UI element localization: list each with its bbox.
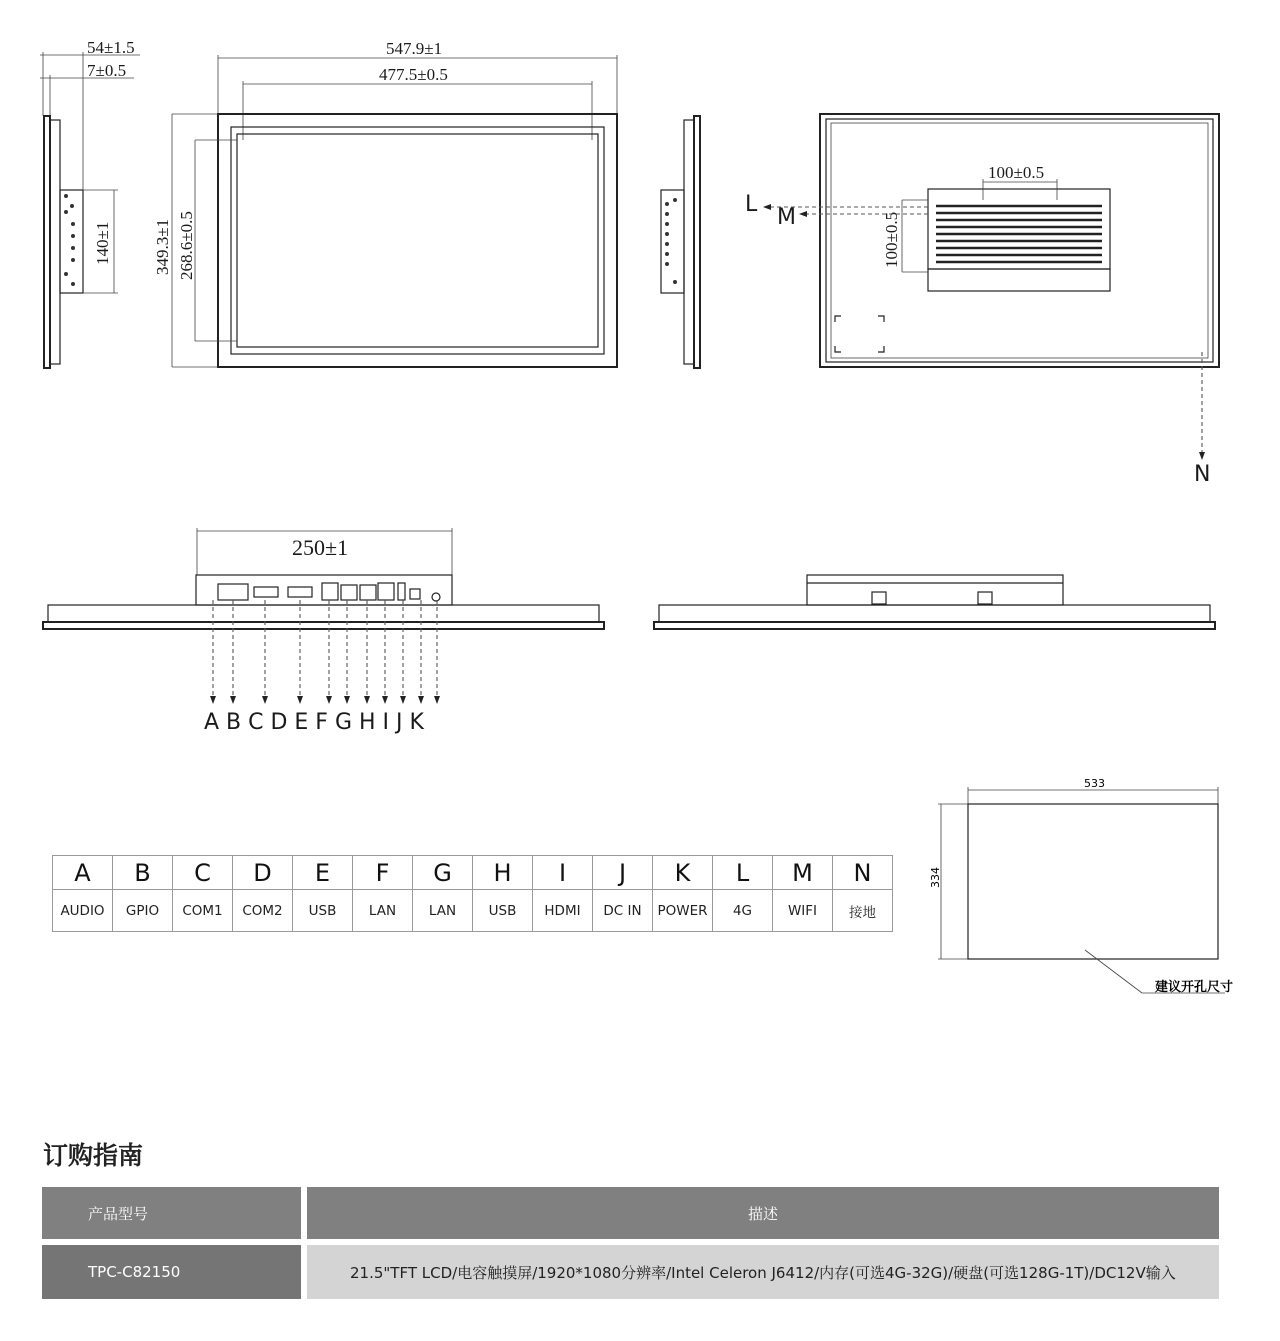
legend-port-name: USB (293, 890, 353, 932)
left-side-view (40, 38, 140, 368)
dim-height-total: 349.3±1 (153, 218, 172, 275)
dim-width-display: 477.5±0.5 (379, 65, 448, 84)
front-view (153, 39, 617, 367)
legend-port-name: COM1 (173, 890, 233, 932)
legend-port-name: WIFI (773, 890, 833, 932)
dim-cutout-width: 533 (1084, 777, 1105, 790)
legend-port-name: DC IN (593, 890, 653, 932)
port-arrow-head (434, 696, 440, 704)
rear-view (745, 114, 1219, 487)
header-description: 描述 (307, 1187, 1219, 1239)
legend-port-name: LAN (353, 890, 413, 932)
legend-letter: A (53, 856, 113, 890)
legend-port-name: 接地 (833, 890, 893, 932)
callout-M: M (777, 205, 796, 230)
dim-vesa-horizontal: 100±0.5 (988, 163, 1045, 182)
legend-port-name: HDMI (533, 890, 593, 932)
port-letters: A B C D E F G H I J K (204, 710, 424, 735)
port-arrow-head (364, 696, 370, 704)
dim-width-total: 547.9±1 (386, 39, 443, 58)
callout-N: N (1194, 462, 1211, 487)
header-model: 产品型号 (42, 1187, 301, 1239)
dim-bracket-height: 140±1 (93, 221, 112, 265)
port-arrow-head (400, 696, 406, 704)
port-arrow-head (230, 696, 236, 704)
dim-depth-bezel: 7±0.5 (87, 61, 127, 80)
legend-port-name: LAN (413, 890, 473, 932)
legend-letter-row (53, 856, 893, 890)
legend-port-name: COM2 (233, 890, 293, 932)
legend-port-name: AUDIO (53, 890, 113, 932)
legend-letter: J (593, 856, 653, 890)
port-legend-table (52, 855, 893, 932)
dim-cutout-height: 334 (929, 867, 942, 888)
port-arrow-head (344, 696, 350, 704)
legend-letter: G (413, 856, 473, 890)
port-arrow-head (262, 696, 268, 704)
legend-letter: L (713, 856, 773, 890)
legend-letter: K (653, 856, 713, 890)
legend-port-name: USB (473, 890, 533, 932)
dim-depth-total: 54±1.5 (87, 38, 135, 57)
legend-port-name: GPIO (113, 890, 173, 932)
port-arrow-head (326, 696, 332, 704)
dim-height-display: 268.6±0.5 (177, 211, 196, 280)
cutout-drawing (929, 777, 1233, 995)
ordering-title: 订购指南 (43, 1141, 144, 1170)
legend-letter: E (293, 856, 353, 890)
dim-box-width: 250±1 (292, 535, 349, 560)
bottom-view (43, 528, 604, 735)
top-view (654, 575, 1215, 629)
legend-letter: H (473, 856, 533, 890)
product-model: TPC-C82150 (42, 1245, 301, 1299)
legend-name-row (53, 890, 893, 932)
right-side-view (661, 116, 700, 368)
legend-letter: M (773, 856, 833, 890)
port-arrow-head (382, 696, 388, 704)
dim-vesa-vertical: 100±0.5 (882, 211, 901, 268)
product-description: 21.5"TFT LCD/电容触摸屏/1920*1080分辨率/Intel Celeron J6412/内存(可选4G-32G)/硬盘(可选128G-1T)/DC12V输入 (307, 1245, 1219, 1299)
legend-letter: B (113, 856, 173, 890)
legend-letter: I (533, 856, 593, 890)
legend-letter: F (353, 856, 413, 890)
legend-port-name: POWER (653, 890, 713, 932)
cutout-note: 建议开孔尺寸 (1155, 980, 1234, 995)
callout-L: L (745, 192, 758, 217)
legend-port-name: 4G (713, 890, 773, 932)
port-arrow-head (210, 696, 216, 704)
port-arrow-head (297, 696, 303, 704)
port-arrow-head (418, 696, 424, 704)
legend-letter: D (233, 856, 293, 890)
legend-letter: C (173, 856, 233, 890)
legend-letter: N (833, 856, 893, 890)
